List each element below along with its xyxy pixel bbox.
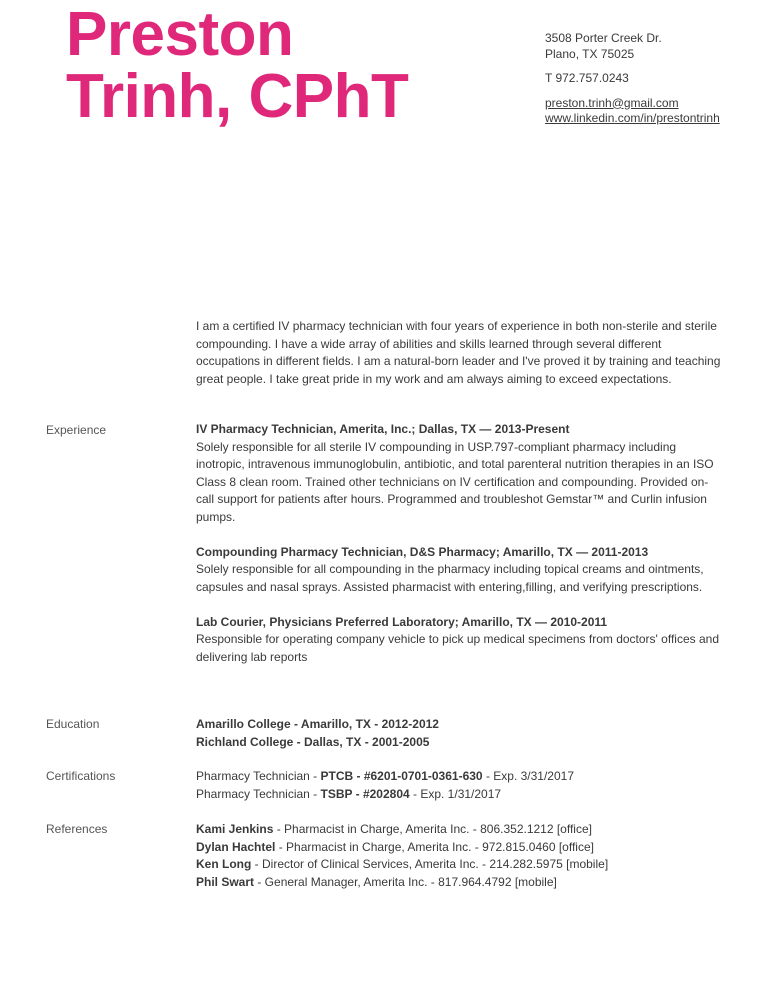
references-label: References bbox=[46, 822, 108, 836]
job-title: Lab Courier, Physicians Preferred Laboratory; Amarillo, TX — 2010-2011 bbox=[196, 614, 608, 629]
certifications-label: Certifications bbox=[46, 769, 116, 783]
job-entry bbox=[196, 544, 726, 597]
linkedin-link[interactable]: www.linkedin.com/in/prestontrinh bbox=[545, 111, 720, 125]
education-entry: Amarillo College - Amarillo, TX - 2012-2012 bbox=[196, 717, 439, 731]
phone-number: T 972.757.0243 bbox=[545, 71, 629, 85]
experience-label: Experience bbox=[46, 423, 107, 437]
job-entry bbox=[196, 614, 726, 667]
job-description: Solely responsible for all sterile IV compounding in USP.797-compliant pharmacy including inotropic, intravenous immunoglobulin, antibiotic, and total parenteral nutrition therapies in an ISO Class 8 clean room. Trained other technicians on IV certification and compounding. Provided on-call support for patients after hours. Programmed and troubleshot Gemstar™ and Curlin infusion pumps. bbox=[196, 439, 714, 524]
education-section bbox=[196, 716, 726, 751]
summary-paragraph: I am a certified IV pharmacy technician with four years of experience in both non-sterile and sterile compounding. I have a wide array of abilities and skills learned through several different occupations in different fields. I am a natural-born leader and I've proved it by training and teaching great people. I take great pride in my work and am always aiming to exceed expectations. bbox=[196, 319, 721, 386]
references-section bbox=[196, 821, 726, 891]
address-line-1: 3508 Porter Creek Dr. bbox=[545, 31, 662, 45]
experience-section bbox=[196, 421, 726, 684]
certification-entry: Pharmacy Technician - TSBP - #202804 - Exp. 1/31/2017 bbox=[196, 786, 502, 801]
job-title: IV Pharmacy Technician, Amerita, Inc.; Dallas, TX — 2013-Present bbox=[196, 422, 570, 436]
certifications-section bbox=[196, 768, 726, 803]
name-line-2: Trinh, CPhT bbox=[66, 62, 409, 131]
job-title: Compounding Pharmacy Technician, D&S Pharmacy; Amarillo, TX — 2011-2013 bbox=[196, 544, 649, 559]
name-line-1: Preston bbox=[66, 0, 294, 69]
email-link[interactable]: preston.trinh@gmail.com bbox=[545, 95, 679, 110]
education-entry: Richland College - Dallas, TX - 2001-2005 bbox=[196, 734, 430, 749]
education-label: Education bbox=[46, 717, 100, 731]
job-description: Solely responsible for all compounding in the pharmacy including topical creams and ointments, capsules and nasal sprays. Assisted pharmacist with entering,filling, and verifying prescriptions. bbox=[196, 562, 704, 594]
reference-entry: Phil Swart - General Manager, Amerita Inc. - 817.964.4792 [mobile] bbox=[196, 874, 557, 889]
address-line-2: Plano, TX 75025 bbox=[545, 46, 635, 61]
candidate-name bbox=[66, 0, 409, 131]
reference-entry: Ken Long - Director of Clinical Services, Amerita Inc. - 214.282.5975 [mobile] bbox=[196, 857, 609, 871]
reference-entry: Kami Jenkins - Pharmacist in Charge, Amerita Inc. - 806.352.1212 [office] bbox=[196, 822, 592, 836]
reference-entry: Dylan Hachtel - Pharmacist in Charge, Amerita Inc. - 972.815.0460 [office] bbox=[196, 839, 594, 854]
certification-entry: Pharmacy Technician - PTCB - #6201-0701-0361-630 - Exp. 3/31/2017 bbox=[196, 769, 575, 783]
job-description: Responsible for operating company vehicle to pick up medical specimens from doctors' offices and delivering lab reports bbox=[196, 632, 720, 664]
contact-block bbox=[545, 31, 725, 127]
job-entry bbox=[196, 421, 726, 526]
